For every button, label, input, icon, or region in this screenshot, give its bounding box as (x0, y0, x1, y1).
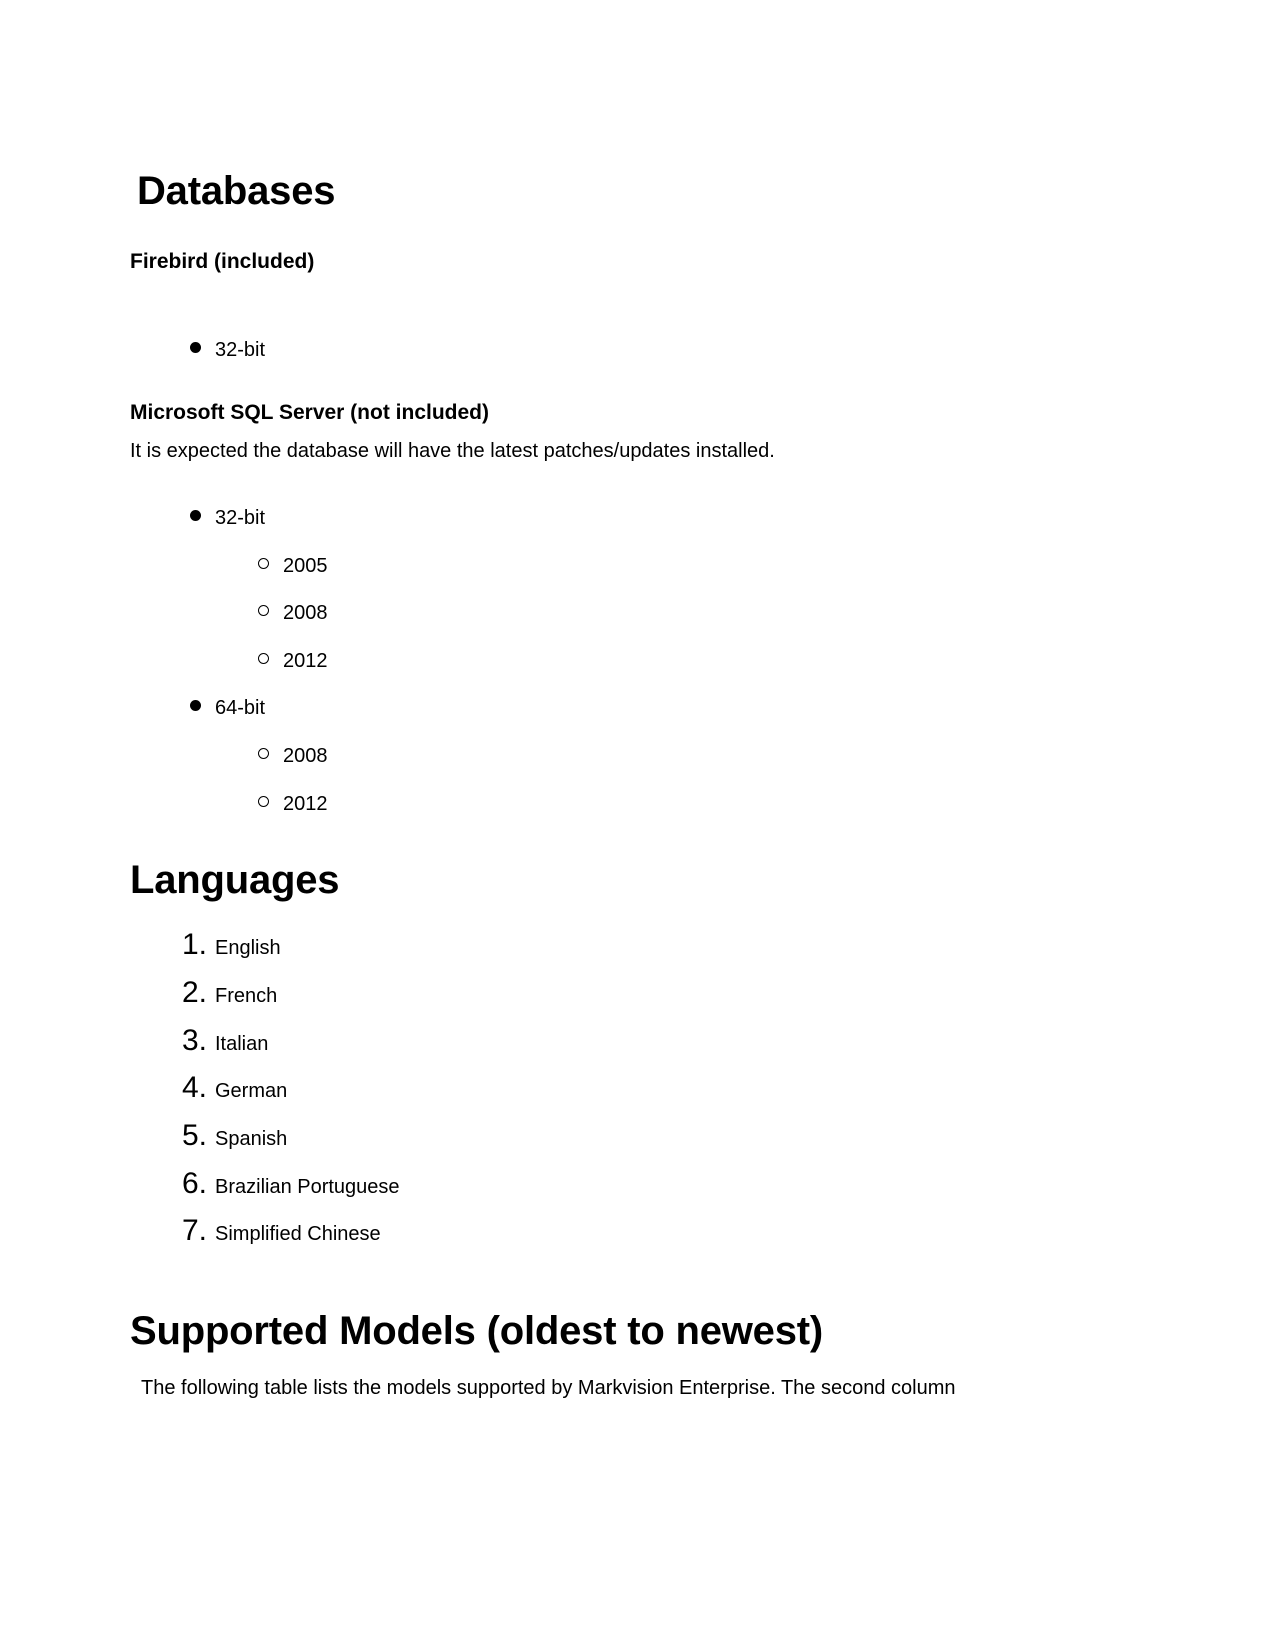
heading-languages: Languages (130, 858, 340, 902)
hollow-bullet-icon (258, 653, 269, 664)
list-item (190, 698, 265, 718)
list-item-label: English (215, 937, 281, 959)
list-item-label: 64-bit (215, 697, 266, 719)
subheading-microsoft-sql-server: Microsoft SQL Server (not included) (130, 401, 489, 424)
list-item-number: 7. (181, 1214, 207, 1247)
heading-supported-models: Supported Models (oldest to newest) (130, 1309, 824, 1353)
list-item-label: Simplified Chinese (215, 1223, 381, 1245)
list-item-number: 2. (181, 976, 207, 1009)
list-item-label: Brazilian Portuguese (215, 1176, 400, 1198)
subheading-firebird: Firebird (included) (130, 250, 315, 273)
list-item (258, 651, 328, 671)
paragraph-sql-note: It is expected the database will have the latest patches/updates installed. (130, 440, 775, 462)
list-item-number: 5. (181, 1119, 207, 1152)
list-item-label: 2012 (283, 793, 328, 815)
filled-bullet-icon (190, 700, 201, 711)
list-item-label: 32-bit (215, 507, 266, 529)
list-item (171, 1073, 287, 1103)
hollow-bullet-icon (258, 605, 269, 616)
list-item (171, 1216, 381, 1246)
hollow-bullet-icon (258, 796, 269, 807)
list-item-number: 6. (181, 1167, 207, 1200)
list-item (258, 556, 328, 576)
list-item (190, 508, 265, 528)
list-item (171, 1121, 287, 1151)
list-item-number: 3. (181, 1024, 207, 1057)
list-item (171, 1169, 400, 1199)
list-item-label: 32-bit (215, 339, 266, 361)
list-item (171, 1026, 268, 1056)
list-item-label: 2008 (283, 745, 328, 767)
list-item-number: 1. (181, 928, 207, 961)
filled-bullet-icon (190, 510, 201, 521)
list-item-label: Italian (215, 1033, 269, 1055)
list-item (258, 794, 328, 814)
list-item (171, 930, 281, 960)
hollow-bullet-icon (258, 558, 269, 569)
filled-bullet-icon (190, 342, 201, 353)
heading-databases: Databases (137, 169, 336, 213)
list-item (190, 340, 265, 360)
list-item (171, 978, 277, 1008)
list-item (258, 746, 328, 766)
list-item-label: Spanish (215, 1128, 288, 1150)
list-item-label: 2005 (283, 555, 328, 577)
list-item-label: 2012 (283, 650, 328, 672)
paragraph-supported-models-note: The following table lists the models supported by Markvision Enterprise. The second column (141, 1377, 956, 1399)
list-item-number: 4. (181, 1071, 207, 1104)
list-item-label: 2008 (283, 602, 328, 624)
list-item (258, 603, 328, 623)
list-item-label: French (215, 985, 278, 1007)
hollow-bullet-icon (258, 748, 269, 759)
list-item-label: German (215, 1080, 288, 1102)
